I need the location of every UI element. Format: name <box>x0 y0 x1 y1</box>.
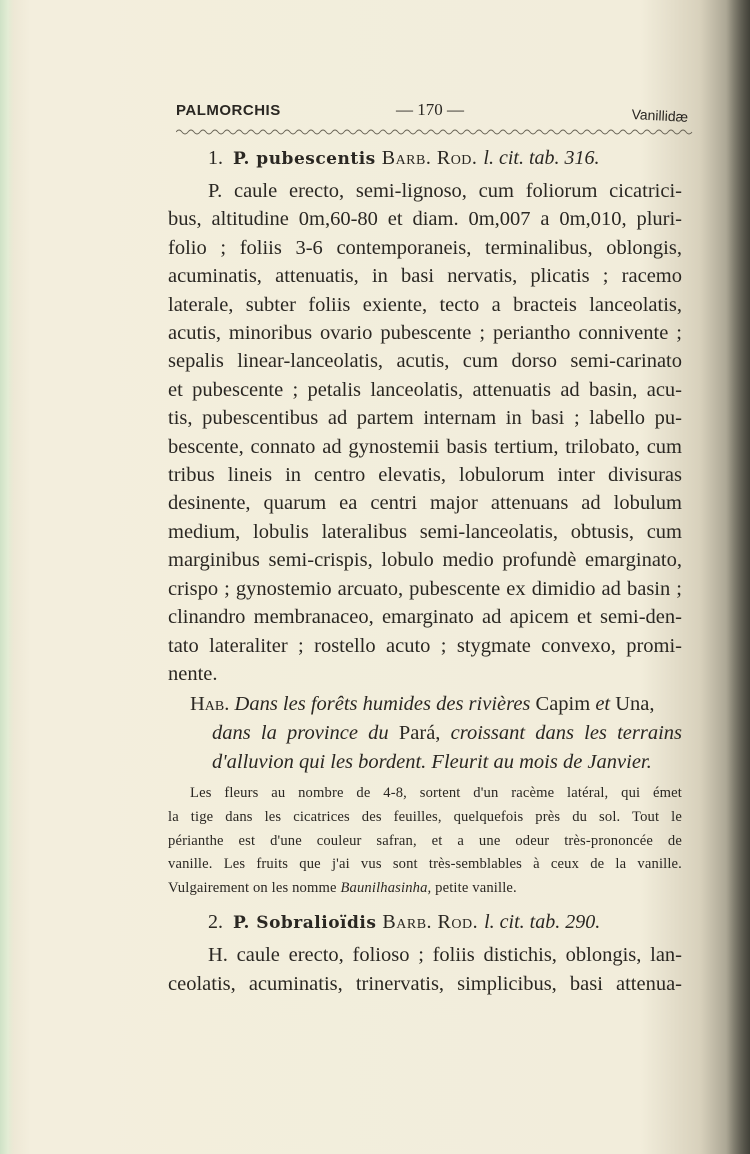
description-line: et pubescente ; petalis lanceolatis, attenuatis ad basin, acu- <box>168 378 682 401</box>
page-number: — 170 — <box>396 100 464 119</box>
page-binding-shadow <box>726 0 750 1154</box>
description-line: bescente, connato ad gynostemii basis tertium, trilobato, cum <box>168 435 682 458</box>
habitat-label: Hab. <box>190 693 230 716</box>
species-name: P. Sobralioïdis <box>233 913 377 934</box>
french-note-1: Les fleurs au nombre de 4-8, sortent d'un racème latéral, qui émet la tige dans les cicatrices des feuilles, quelquefois près du sol. Tout le périanthe est d'une couleur safran, et a une odeur très-prononcée de vanille. Les fruits que j'ai vus sont très-semblables à ceux de la vanille. Vulgairement on les nomme Baunilhasinha, petite vanille. <box>168 785 682 896</box>
species-heading-2 <box>208 904 682 941</box>
species-number: 2. <box>208 911 223 934</box>
header-ornamental-rule <box>176 128 696 136</box>
species-author: Barb. Rod. <box>381 147 478 169</box>
description-line: medium, lobulis lateralibus semi-lanceolatis, obtusis, cum <box>168 520 682 543</box>
habitat-1: Hab. Dans les forêts humides des rivières Capim et Una, dans la province du Pará, croissant dans les terrains d'alluvion qui les bordent. Fleurit au mois de Janvier. <box>190 693 683 774</box>
species-author: Barb. Rod. <box>382 911 479 934</box>
species-citation: l. cit. tab. 316. <box>483 147 600 169</box>
description-line: acutis, minoribus ovario pubescente ; periantho connivente ; <box>168 322 682 345</box>
description-line: nente. <box>168 662 218 685</box>
latin-description-2 <box>168 941 682 998</box>
page-body <box>168 140 682 998</box>
description-line: bus, altitudine 0m,60-80 et diam. 0m,007 a 0m,010, pluri- <box>168 208 682 231</box>
species-citation: l. cit. tab. 290. <box>484 911 601 934</box>
latin-description-1 <box>168 177 682 688</box>
description-line: H. caule erecto, folioso ; foliis distichis, oblongis, lan- <box>208 944 682 967</box>
description-line: laterale, subter foliis exiente, tecto a bracteis lanceolatis, <box>168 293 682 316</box>
header-genus: PALMORCHIS <box>176 102 281 119</box>
description-line: tato lateraliter ; rostello acuto ; stygmate convexo, promi- <box>168 634 682 657</box>
description-line: tribus lineis in centro elevatis, lobulorum inter divisuras <box>168 464 682 487</box>
description-line: sepalis linear-lanceolatis, acutis, cum dorso semi-carinato <box>168 350 682 373</box>
running-header <box>176 100 700 126</box>
description-line: ceolatis, acuminatis, trinervatis, simplicibus, basi attenua- <box>168 972 682 995</box>
description-line: crispo ; gynostemio arcuato, pubescente ex dimidio ad basin ; <box>168 577 682 600</box>
species-name: P. pubescentis <box>233 149 376 169</box>
description-line: acuminatis, attenuatis, in basi nervatis, plicatis ; racemo <box>168 265 682 288</box>
species-heading-1 <box>208 140 682 177</box>
description-line: tis, pubescentibus ad partem internam in basi ; labello pu- <box>168 407 682 430</box>
description-line: clinandro membranaceo, emarginato ad apicem et semi-den- <box>168 606 682 629</box>
header-family: Vanillidæ <box>631 106 689 125</box>
page-left-edge <box>0 0 14 1154</box>
description-line: marginibus semi-crispis, lobulo medio profundè emarginato, <box>168 549 682 572</box>
description-line: folio ; foliis 3-6 contemporaneis, terminalibus, oblongis, <box>168 236 682 259</box>
description-line: P. caule erecto, semi-lignoso, cum foliorum cicatrici- <box>208 180 682 202</box>
description-line: desinente, quarum ea centri major attenuans ad lobulum <box>168 492 682 515</box>
species-number: 1. <box>208 147 223 169</box>
